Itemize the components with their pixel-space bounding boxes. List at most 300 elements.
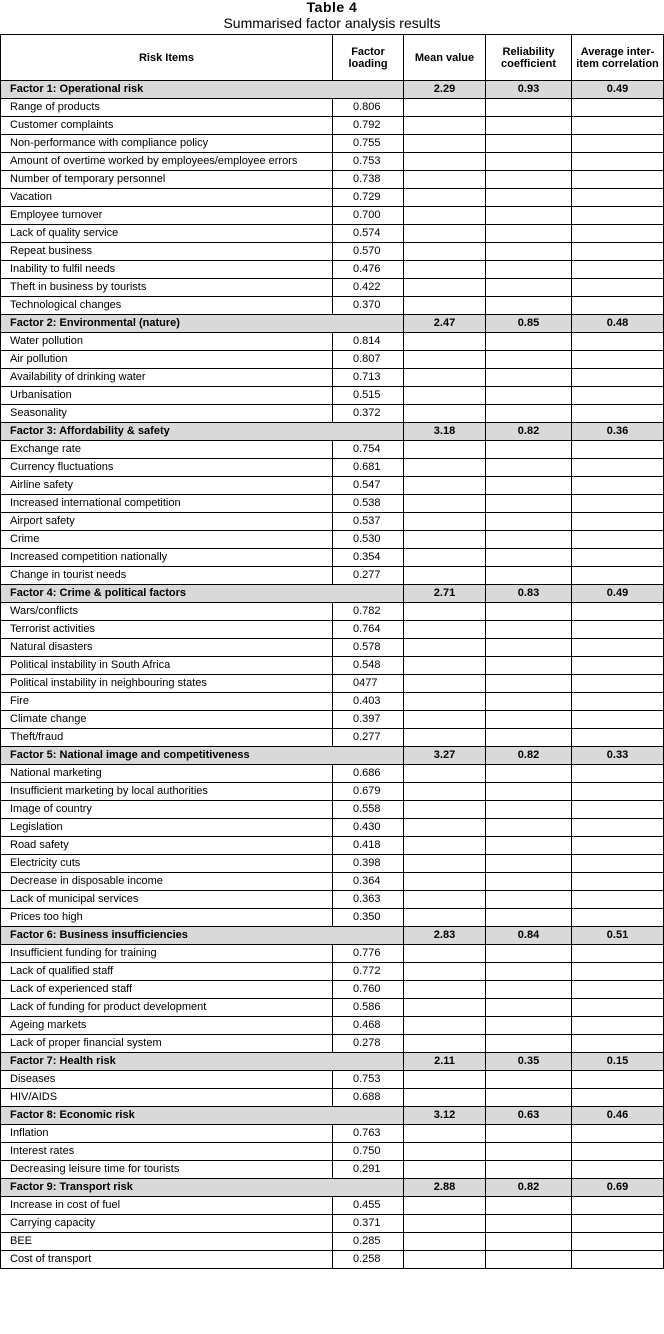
risk-item: Wars/conflicts: [1, 603, 333, 621]
factor-loading: 0.397: [333, 711, 404, 729]
table-row: [1, 981, 664, 999]
table-row: [1, 963, 664, 981]
table-row: [1, 729, 664, 747]
risk-item: National marketing: [1, 765, 333, 783]
risk-item: Climate change: [1, 711, 333, 729]
table-row: [1, 621, 664, 639]
empty-cell: [404, 387, 486, 405]
header-risk-items: Risk Items: [1, 35, 333, 81]
empty-cell: [486, 729, 572, 747]
empty-cell: [572, 153, 664, 171]
factor-loading: 0.764: [333, 621, 404, 639]
factor-loading: 0.760: [333, 981, 404, 999]
empty-cell: [404, 243, 486, 261]
empty-cell: [572, 513, 664, 531]
empty-cell: [404, 459, 486, 477]
risk-item: Prices too high: [1, 909, 333, 927]
risk-item: Decreasing leisure time for tourists: [1, 1161, 333, 1179]
factor-mean-value: 3.12: [404, 1107, 486, 1125]
factor-loading: 0.364: [333, 873, 404, 891]
table-row: [1, 243, 664, 261]
empty-cell: [486, 855, 572, 873]
empty-cell: [572, 675, 664, 693]
empty-cell: [404, 153, 486, 171]
risk-item: Seasonality: [1, 405, 333, 423]
header-avg-correlation: Average inter-item correlation: [572, 35, 664, 81]
factor-loading: 0.754: [333, 441, 404, 459]
empty-cell: [486, 1089, 572, 1107]
empty-cell: [572, 1143, 664, 1161]
empty-cell: [486, 189, 572, 207]
factor-reliability: 0.82: [486, 1179, 572, 1197]
table-row: [1, 765, 664, 783]
table-row: [1, 171, 664, 189]
empty-cell: [486, 1143, 572, 1161]
empty-cell: [486, 405, 572, 423]
empty-cell: [404, 351, 486, 369]
empty-cell: [404, 873, 486, 891]
factor-loading: 0.814: [333, 333, 404, 351]
risk-item: Electricity cuts: [1, 855, 333, 873]
factor-correlation: 0.15: [572, 1053, 664, 1071]
empty-cell: [572, 999, 664, 1017]
table-row: [1, 693, 664, 711]
empty-cell: [404, 621, 486, 639]
factor-loading: 0.537: [333, 513, 404, 531]
risk-item: Interest rates: [1, 1143, 333, 1161]
factor-name: Factor 8: Economic risk: [1, 1107, 404, 1125]
risk-item: Increased international competition: [1, 495, 333, 513]
risk-item: Number of temporary personnel: [1, 171, 333, 189]
empty-cell: [486, 117, 572, 135]
factor-correlation: 0.69: [572, 1179, 664, 1197]
factor-loading: 0.370: [333, 297, 404, 315]
empty-cell: [404, 981, 486, 999]
table-row: [1, 783, 664, 801]
empty-cell: [486, 675, 572, 693]
factor-loading: 0477: [333, 675, 404, 693]
risk-item: Cost of transport: [1, 1251, 333, 1269]
table-row: [1, 441, 664, 459]
factor-correlation: 0.49: [572, 585, 664, 603]
empty-cell: [572, 441, 664, 459]
factor-mean-value: 2.71: [404, 585, 486, 603]
table-caption: [0, 0, 664, 31]
table-row: [1, 189, 664, 207]
factor-loading: 0.363: [333, 891, 404, 909]
risk-item: Customer complaints: [1, 117, 333, 135]
empty-cell: [486, 909, 572, 927]
risk-item: Political instability in neighbouring states: [1, 675, 333, 693]
table-row: [1, 549, 664, 567]
empty-cell: [404, 189, 486, 207]
empty-cell: [572, 189, 664, 207]
empty-cell: [486, 765, 572, 783]
empty-cell: [572, 711, 664, 729]
empty-cell: [404, 531, 486, 549]
risk-item: Repeat business: [1, 243, 333, 261]
factor-mean-value: 2.47: [404, 315, 486, 333]
risk-item: Amount of overtime worked by employees/employee errors: [1, 153, 333, 171]
table-row: [1, 1143, 664, 1161]
empty-cell: [572, 801, 664, 819]
empty-cell: [486, 1071, 572, 1089]
empty-cell: [572, 1017, 664, 1035]
table-row: [1, 1197, 664, 1215]
risk-item: Insufficient marketing by local authorities: [1, 783, 333, 801]
factor-loading: 0.350: [333, 909, 404, 927]
factor-name: Factor 5: National image and competitiveness: [1, 747, 404, 765]
factor-correlation: 0.33: [572, 747, 664, 765]
empty-cell: [404, 639, 486, 657]
empty-cell: [404, 567, 486, 585]
factor-loading: 0.753: [333, 1071, 404, 1089]
risk-item: Diseases: [1, 1071, 333, 1089]
empty-cell: [486, 1017, 572, 1035]
empty-cell: [486, 351, 572, 369]
empty-cell: [572, 1251, 664, 1269]
empty-cell: [486, 1125, 572, 1143]
factor-loading: 0.782: [333, 603, 404, 621]
empty-cell: [572, 1197, 664, 1215]
empty-cell: [572, 657, 664, 675]
empty-cell: [404, 909, 486, 927]
empty-cell: [572, 837, 664, 855]
empty-cell: [572, 1125, 664, 1143]
risk-item: Change in tourist needs: [1, 567, 333, 585]
table-row: [1, 387, 664, 405]
factor-row: [1, 747, 664, 765]
risk-item: Fire: [1, 693, 333, 711]
table-row: [1, 657, 664, 675]
empty-cell: [486, 891, 572, 909]
empty-cell: [486, 1233, 572, 1251]
risk-item: Airport safety: [1, 513, 333, 531]
factor-mean-value: 2.29: [404, 81, 486, 99]
empty-cell: [404, 783, 486, 801]
factor-loading: 0.422: [333, 279, 404, 297]
risk-item: Non-performance with compliance policy: [1, 135, 333, 153]
empty-cell: [486, 369, 572, 387]
factor-loading: 0.354: [333, 549, 404, 567]
empty-cell: [486, 963, 572, 981]
empty-cell: [486, 1251, 572, 1269]
empty-cell: [404, 657, 486, 675]
factor-loading: 0.530: [333, 531, 404, 549]
empty-cell: [486, 711, 572, 729]
risk-item: Political instability in South Africa: [1, 657, 333, 675]
empty-cell: [404, 117, 486, 135]
empty-cell: [404, 171, 486, 189]
risk-item: Carrying capacity: [1, 1215, 333, 1233]
factor-reliability: 0.93: [486, 81, 572, 99]
empty-cell: [486, 531, 572, 549]
empty-cell: [572, 333, 664, 351]
factor-reliability: 0.83: [486, 585, 572, 603]
factor-loading: 0.570: [333, 243, 404, 261]
risk-item: Natural disasters: [1, 639, 333, 657]
empty-cell: [486, 261, 572, 279]
empty-cell: [572, 135, 664, 153]
empty-cell: [404, 855, 486, 873]
table-row: [1, 405, 664, 423]
empty-cell: [404, 1125, 486, 1143]
empty-cell: [572, 531, 664, 549]
factor-row: [1, 927, 664, 945]
risk-item: Lack of proper financial system: [1, 1035, 333, 1053]
empty-cell: [404, 1089, 486, 1107]
table-row: [1, 945, 664, 963]
factor-loading: 0.558: [333, 801, 404, 819]
empty-cell: [486, 1035, 572, 1053]
empty-cell: [572, 495, 664, 513]
empty-cell: [404, 1197, 486, 1215]
table-row: [1, 1251, 664, 1269]
table-number: Table 4: [306, 0, 358, 15]
empty-cell: [572, 963, 664, 981]
table-row: [1, 675, 664, 693]
risk-item: Road safety: [1, 837, 333, 855]
empty-cell: [404, 693, 486, 711]
risk-item: Terrorist activities: [1, 621, 333, 639]
factor-mean-value: 3.27: [404, 747, 486, 765]
factor-loading: 0.547: [333, 477, 404, 495]
table-row: [1, 495, 664, 513]
factor-row: [1, 315, 664, 333]
empty-cell: [572, 945, 664, 963]
factor-loading: 0.729: [333, 189, 404, 207]
risk-item: Theft in business by tourists: [1, 279, 333, 297]
factor-loading: 0.258: [333, 1251, 404, 1269]
header-reliability: Reliability coefficient: [486, 35, 572, 81]
empty-cell: [404, 207, 486, 225]
factor-name: Factor 7: Health risk: [1, 1053, 404, 1071]
factor-loading: 0.679: [333, 783, 404, 801]
factor-loading: 0.713: [333, 369, 404, 387]
factor-loading: 0.430: [333, 819, 404, 837]
empty-cell: [404, 333, 486, 351]
empty-cell: [486, 297, 572, 315]
risk-item: Lack of municipal services: [1, 891, 333, 909]
table-row: [1, 207, 664, 225]
empty-cell: [486, 1161, 572, 1179]
empty-cell: [572, 549, 664, 567]
empty-cell: [404, 1071, 486, 1089]
empty-cell: [486, 873, 572, 891]
factor-row: [1, 423, 664, 441]
factor-loading: 0.807: [333, 351, 404, 369]
risk-item: Image of country: [1, 801, 333, 819]
empty-cell: [572, 1071, 664, 1089]
empty-cell: [404, 837, 486, 855]
risk-item: Water pollution: [1, 333, 333, 351]
factor-reliability: 0.82: [486, 423, 572, 441]
empty-cell: [486, 693, 572, 711]
risk-item: HIV/AIDS: [1, 1089, 333, 1107]
table-row: [1, 333, 664, 351]
empty-cell: [572, 207, 664, 225]
table-row: [1, 837, 664, 855]
empty-cell: [404, 135, 486, 153]
empty-cell: [572, 783, 664, 801]
empty-cell: [572, 729, 664, 747]
empty-cell: [404, 729, 486, 747]
factor-correlation: 0.49: [572, 81, 664, 99]
factor-loading: 0.285: [333, 1233, 404, 1251]
empty-cell: [404, 225, 486, 243]
risk-item: BEE: [1, 1233, 333, 1251]
empty-cell: [572, 693, 664, 711]
factor-reliability: 0.82: [486, 747, 572, 765]
risk-item: Range of products: [1, 99, 333, 117]
table-row: [1, 99, 664, 117]
empty-cell: [572, 639, 664, 657]
factor-loading: 0.688: [333, 1089, 404, 1107]
empty-cell: [486, 837, 572, 855]
factor-loading: 0.763: [333, 1125, 404, 1143]
empty-cell: [572, 351, 664, 369]
empty-cell: [486, 225, 572, 243]
empty-cell: [572, 477, 664, 495]
factor-loading: 0.738: [333, 171, 404, 189]
table-row: [1, 1071, 664, 1089]
table-row: [1, 297, 664, 315]
empty-cell: [404, 963, 486, 981]
table-row: [1, 873, 664, 891]
table-row: [1, 279, 664, 297]
factor-loading: 0.548: [333, 657, 404, 675]
factor-loading: 0.586: [333, 999, 404, 1017]
empty-cell: [486, 783, 572, 801]
factor-loading: 0.574: [333, 225, 404, 243]
empty-cell: [572, 261, 664, 279]
factor-mean-value: 2.11: [404, 1053, 486, 1071]
risk-item: Vacation: [1, 189, 333, 207]
empty-cell: [486, 387, 572, 405]
table-row: [1, 1089, 664, 1107]
empty-cell: [572, 873, 664, 891]
table-row: [1, 891, 664, 909]
empty-cell: [404, 495, 486, 513]
risk-item: Availability of drinking water: [1, 369, 333, 387]
factor-loading: 0.403: [333, 693, 404, 711]
factor-reliability: 0.35: [486, 1053, 572, 1071]
table-row: [1, 153, 664, 171]
empty-cell: [404, 1251, 486, 1269]
empty-cell: [486, 981, 572, 999]
risk-item: Employee turnover: [1, 207, 333, 225]
factor-reliability: 0.63: [486, 1107, 572, 1125]
table-row: [1, 1125, 664, 1143]
empty-cell: [486, 657, 572, 675]
empty-cell: [404, 999, 486, 1017]
factor-reliability: 0.84: [486, 927, 572, 945]
factor-loading: 0.750: [333, 1143, 404, 1161]
table-row: [1, 1215, 664, 1233]
table-row: [1, 531, 664, 549]
empty-cell: [404, 99, 486, 117]
factor-loading: 0.291: [333, 1161, 404, 1179]
risk-item: Airline safety: [1, 477, 333, 495]
risk-item: Legislation: [1, 819, 333, 837]
empty-cell: [486, 333, 572, 351]
table-row: [1, 1161, 664, 1179]
empty-cell: [404, 405, 486, 423]
empty-cell: [572, 405, 664, 423]
table-body: [1, 81, 664, 1269]
empty-cell: [572, 1233, 664, 1251]
empty-cell: [404, 945, 486, 963]
factor-loading: 0.476: [333, 261, 404, 279]
factor-loading: 0.578: [333, 639, 404, 657]
empty-cell: [486, 513, 572, 531]
risk-item: Lack of qualified staff: [1, 963, 333, 981]
header-row: [1, 35, 664, 81]
empty-cell: [486, 819, 572, 837]
empty-cell: [404, 261, 486, 279]
factor-loading: 0.277: [333, 567, 404, 585]
empty-cell: [572, 1161, 664, 1179]
empty-cell: [572, 891, 664, 909]
risk-item: Increase in cost of fuel: [1, 1197, 333, 1215]
factor-name: Factor 9: Transport risk: [1, 1179, 404, 1197]
risk-item: Technological changes: [1, 297, 333, 315]
empty-cell: [572, 1089, 664, 1107]
empty-cell: [486, 945, 572, 963]
factor-loading: 0.371: [333, 1215, 404, 1233]
factor-loading: 0.772: [333, 963, 404, 981]
risk-item: Lack of funding for product development: [1, 999, 333, 1017]
empty-cell: [572, 279, 664, 297]
empty-cell: [486, 441, 572, 459]
table-row: [1, 477, 664, 495]
factor-row: [1, 1053, 664, 1071]
table-row: [1, 261, 664, 279]
empty-cell: [486, 477, 572, 495]
factor-row: [1, 1179, 664, 1197]
risk-item: Inability to fulfil needs: [1, 261, 333, 279]
factor-loading: 0.372: [333, 405, 404, 423]
risk-item: Increased competition nationally: [1, 549, 333, 567]
factor-loading: 0.681: [333, 459, 404, 477]
factor-correlation: 0.51: [572, 927, 664, 945]
empty-cell: [486, 171, 572, 189]
empty-cell: [404, 1215, 486, 1233]
factor-loading: 0.806: [333, 99, 404, 117]
header-factor-loading: Factor loading: [333, 35, 404, 81]
risk-item: Decrease in disposable income: [1, 873, 333, 891]
empty-cell: [572, 1035, 664, 1053]
factor-loading: 0.538: [333, 495, 404, 513]
empty-cell: [486, 1197, 572, 1215]
factor-mean-value: 2.88: [404, 1179, 486, 1197]
risk-item: Lack of quality service: [1, 225, 333, 243]
empty-cell: [572, 459, 664, 477]
table-row: [1, 513, 664, 531]
table-row: [1, 909, 664, 927]
empty-cell: [486, 459, 572, 477]
empty-cell: [404, 279, 486, 297]
risk-item: Inflation: [1, 1125, 333, 1143]
table-title: Summarised factor analysis results: [223, 15, 441, 31]
factor-correlation: 0.36: [572, 423, 664, 441]
empty-cell: [404, 765, 486, 783]
factor-analysis-table: [0, 34, 664, 1269]
empty-cell: [486, 999, 572, 1017]
factor-row: [1, 81, 664, 99]
factor-loading: 0.455: [333, 1197, 404, 1215]
empty-cell: [404, 369, 486, 387]
